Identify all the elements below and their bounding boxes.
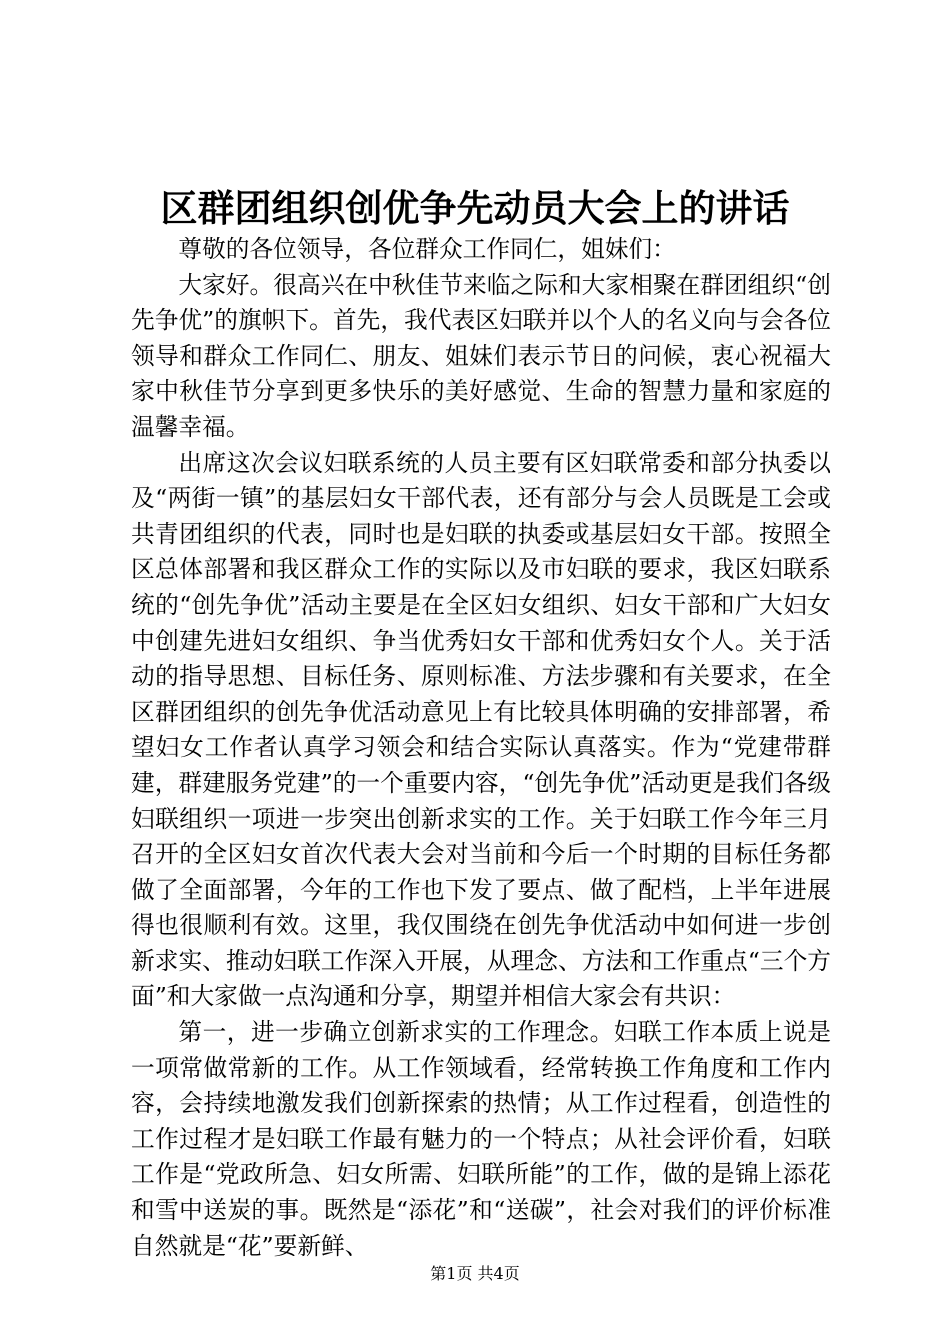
body-paragraph: 出席这次会议妇联系统的人员主要有区妇联常委和部分执委以及“两街一镇”的基层妇女干部代表，还有部分与会人员既是工会或共青团组织的代表，同时也是妇联的执委或基层妇女干部。按照全区总体部署和我区群众工作的实际以及市妇联的要求，我区妇联系统的“创先争优”活动主要是在全区妇女组织、妇女干部和广大妇女中创建先进妇女组织、争当优秀妇女干部和优秀妇女个人。关于活动的指导思想、目标任务、原则标准、方法步骤和有关要求，在全区群团组织的创先争优活动意见上有比较具体明确的安排部署，希望妇女工作者认真学习领会和结合实际认真落实。作为“党建带群建，群建服务党建”的一个重要内容，“创先争优”活动更是我们各级妇联组织一项进一步突出创新求实的工作。关于妇联工作今年三月召开的全区妇女首次代表大会对当前和今后一个时期的目标任务都做了全面部署，今年的工作也下发了要点、做了配档，上半年进展得也很顺利有效。这里，我仅围绕在创先争优活动中如何进一步创新求实、推动妇联工作深入开展，从理念、方法和工作重点“三个方面”和大家做一点沟通和分享，期望并相信大家会有共识： bbox=[131, 448, 831, 1011]
page-footer: 第1页 共4页 bbox=[430, 1264, 520, 1283]
salutation-paragraph: 尊敬的各位领导，各位群众工作同仁，姐妹们： bbox=[178, 235, 676, 263]
body-paragraph: 第一，进一步确立创新求实的工作理念。妇联工作本质上说是一项常做常新的工作。从工作领域看，经常转换工作角度和工作内容，会持续地激发我们创新探索的热情；从工作过程看，创造性的工作过程才是妇联工作最有魅力的一个特点；从社会评价看，妇联工作是“党政所急、妇女所需、妇联所能”的工作，做的是锦上添花和雪中送炭的事。既然是“添花”和“送碳”，社会对我们的评价标准自然就是“花”要新鲜、 bbox=[131, 1018, 831, 1260]
body-paragraph: 大家好。很高兴在中秋佳节来临之际和大家相聚在群团组织“创先争优”的旗帜下。首先，我代表区妇联并以个人的名义向与会各位领导和群众工作同仁、朋友、姐妹们表示节日的问候，衷心祝福大家中秋佳节分享到更多快乐的美好感觉、生命的智慧力量和家庭的温馨幸福。 bbox=[131, 270, 831, 441]
document-title: 区群团组织创优争先动员大会上的讲话 bbox=[160, 186, 790, 230]
document-body bbox=[131, 232, 831, 1264]
